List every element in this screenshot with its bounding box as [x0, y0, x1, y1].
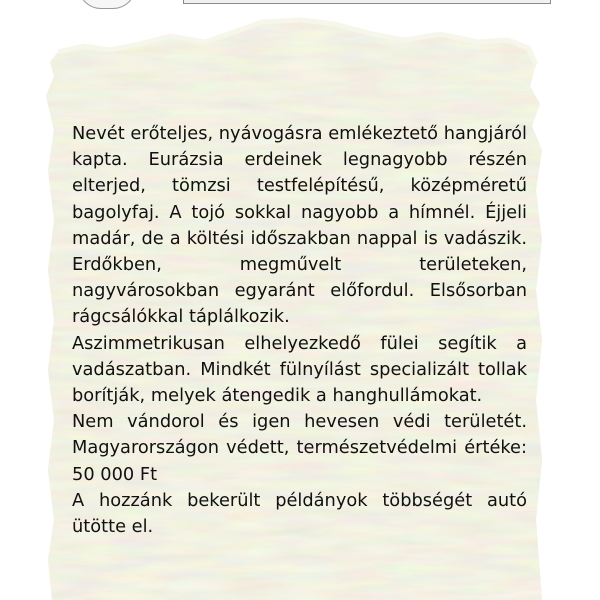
description-paragraph: Nem vándorol és igen hevesen védi területét. Magyarországon védett, természetvédelmi értéke: 50 000 Ft [72, 411, 527, 485]
description-paragraph: A hozzánk bekerült példányok többségét autó ütötte el. [72, 489, 527, 538]
description-paragraph: Nevét erőteljes, nyávogásra emlékeztető hangjáról kapta. Eurázsia erdeinek legnagyobb részén elterjed, tömzsi testfelépítésű, középméretű bagolyfaj. A tojó sokkal nagyobb a hímnél. Éjjeli madár, de a költési időszakban nappal is vadászik. Erdőkben, megművelt területeken, nagyvárosokban egyaránt előfordul. Elsősorban rágcsálókkal táplálkozik. [72, 123, 527, 328]
description-paragraph: Aszimmetrikusan elhelyezkedő fülei segítik a vadászatban. Mindkét fülnyílást specializált tollak borítják, melyek átengedik a hanghullámokat. [72, 332, 527, 407]
owl-description-text [72, 121, 527, 540]
